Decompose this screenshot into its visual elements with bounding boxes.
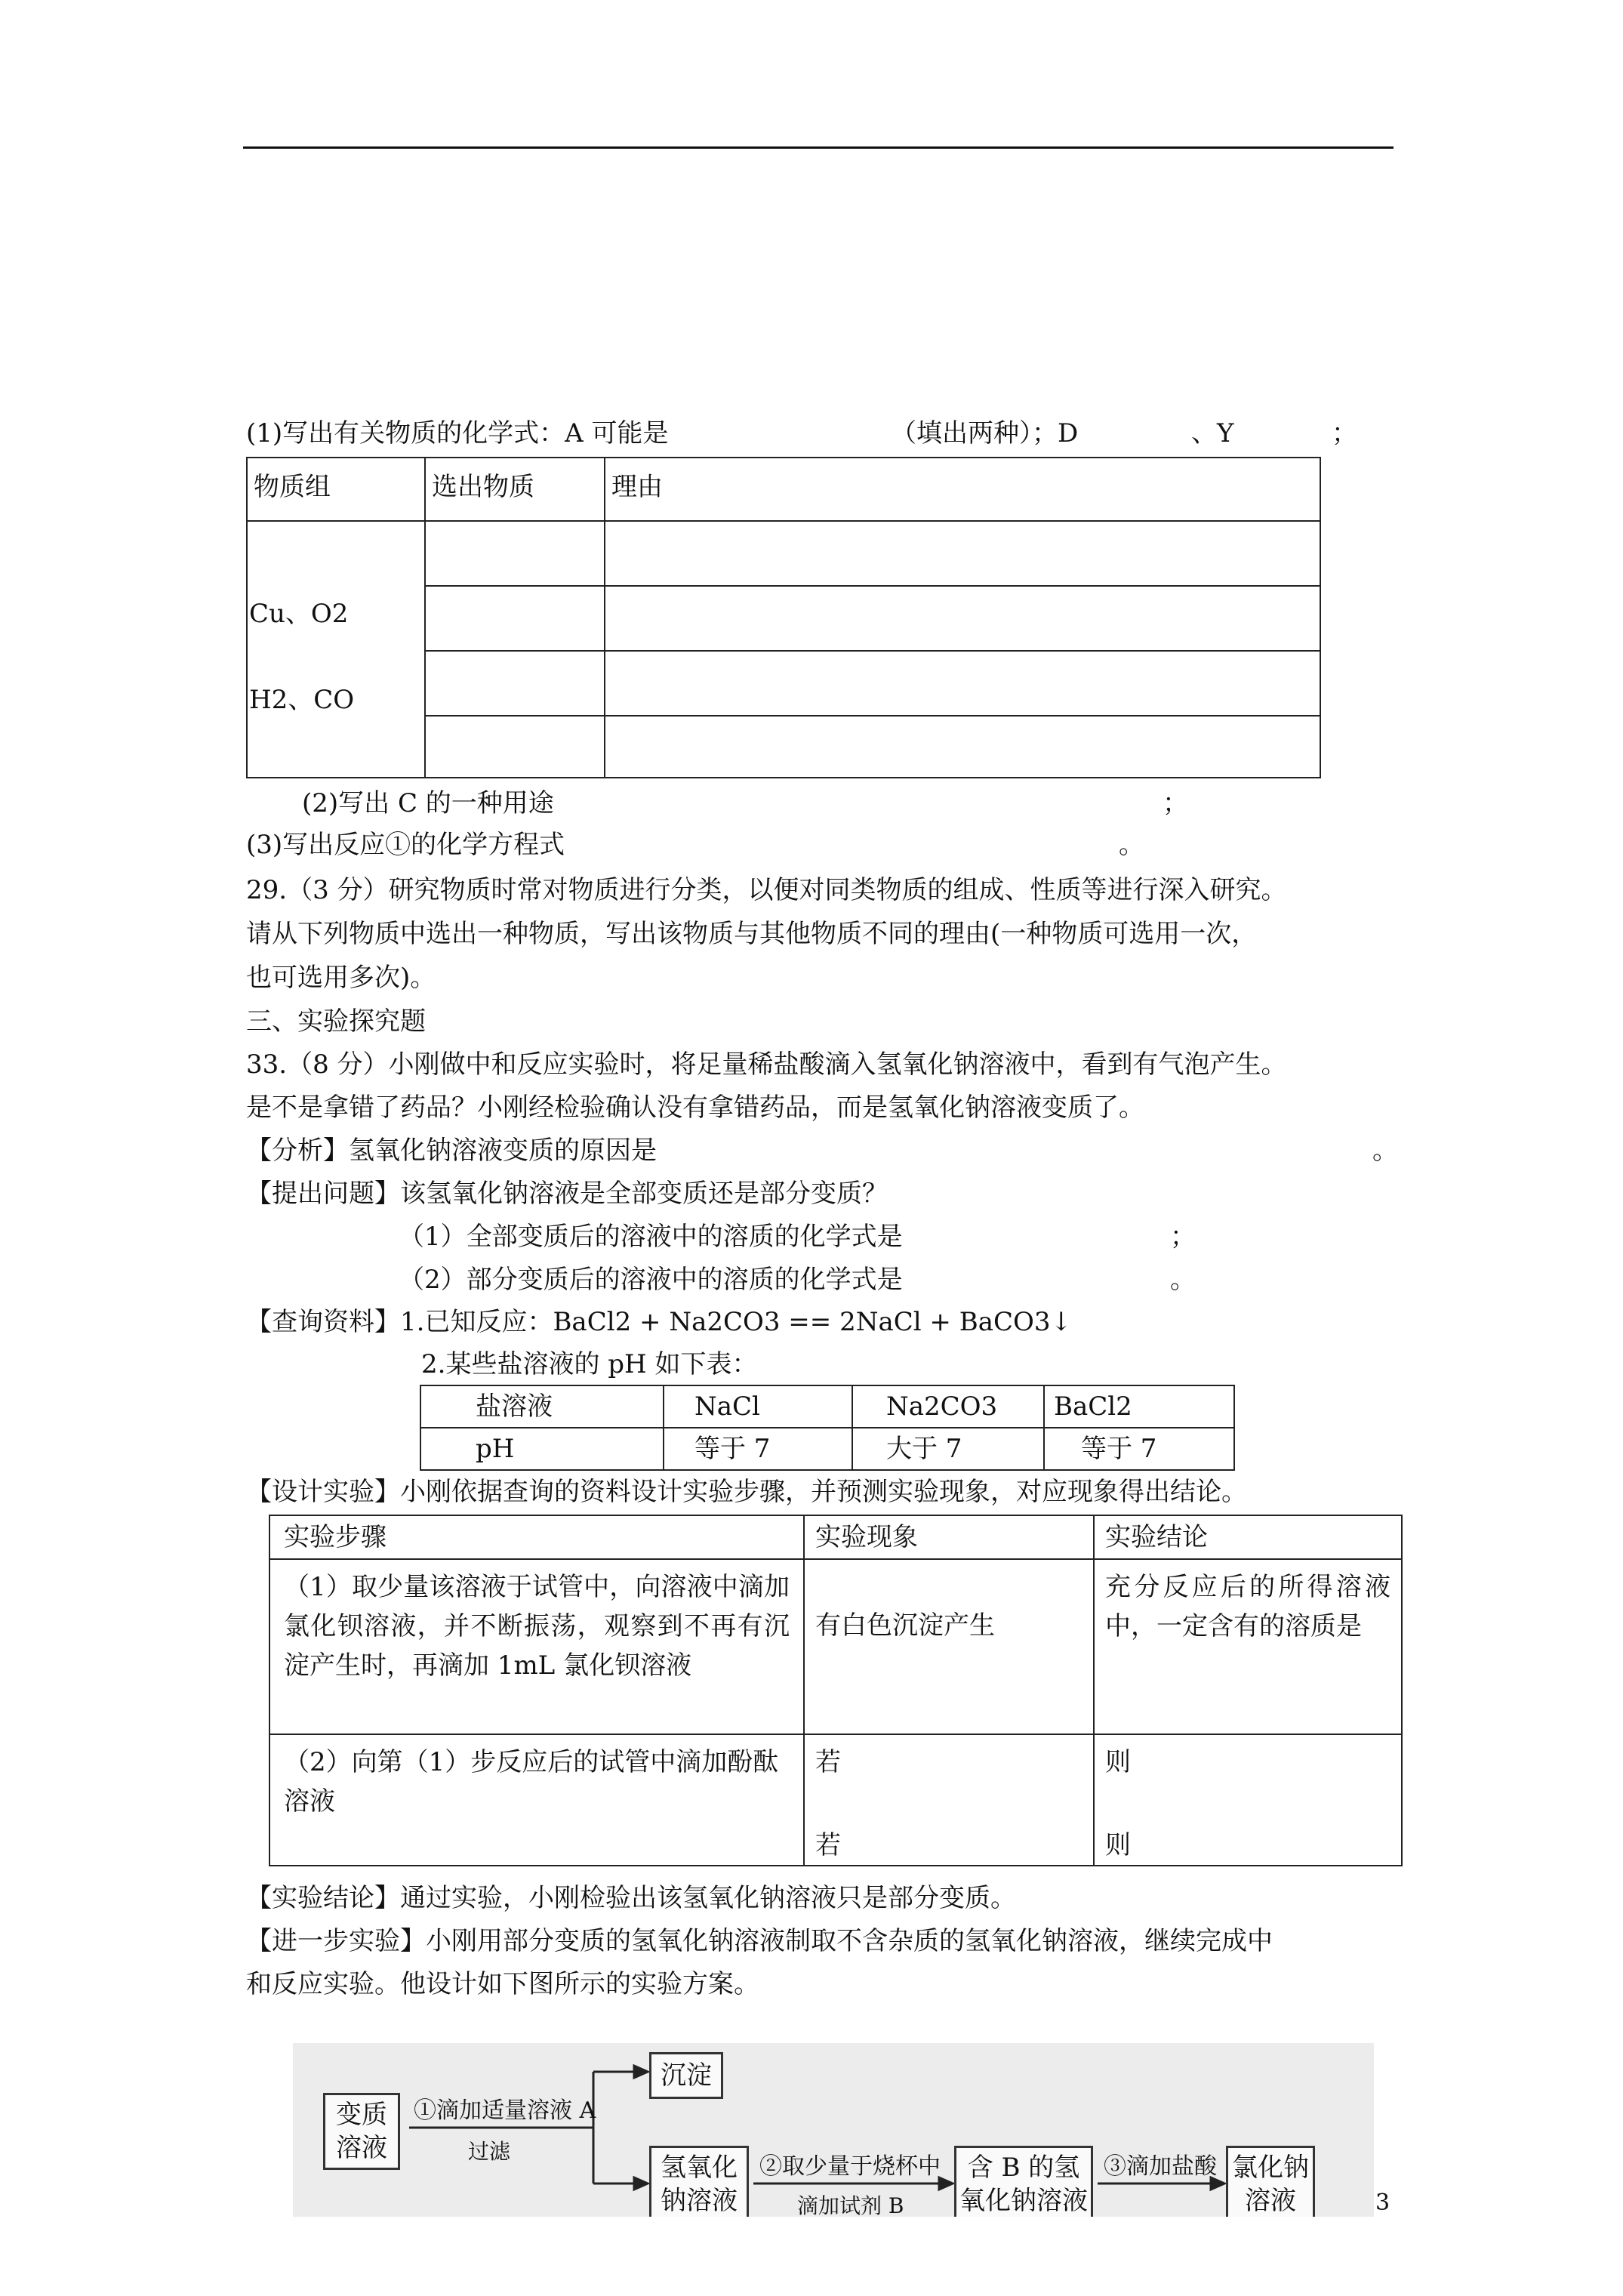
flow-naoh-box: 氢氧化钠溶液 <box>649 2146 749 2217</box>
step1-cell: （1）取少量该溶液于试管中，向溶液中滴加氯化钡溶液，并不断振荡，观察到不再有沉淀产生时，再滴加 1mL 氯化钡溶液 <box>269 1559 804 1734</box>
step2-phenomenon: 若 若 <box>804 1734 1094 1866</box>
q33-sub2-end: 。 <box>1170 1265 1196 1295</box>
q33-question: 【提出问题】该氢氧化钠溶液是全部变质还是部分变质？ <box>246 1179 888 1209</box>
flowchart <box>293 2043 1374 2217</box>
ph-table: 盐溶液 NaCl Na2CO3 BaCl2 pH 等于 7 大于 7 等于 7 <box>420 1385 1235 1471</box>
q33-sub1-end: ； <box>1170 1222 1196 1252</box>
flow-step1-label: ①滴加适量溶液 A <box>414 2097 596 2124</box>
selected-cell[interactable] <box>425 716 605 778</box>
selected-cell[interactable] <box>425 586 605 651</box>
selected-cell[interactable] <box>425 651 605 716</box>
flow-nacl-box: 氯化钠溶液 <box>1226 2146 1315 2217</box>
q29-line1: 29.（3 分）研究物质时常对物质进行分类，以便对同类物质的组成、性质等进行深入研究。 <box>246 875 1287 905</box>
flow-mixture-box: 含 B 的氢氧化钠溶液 <box>954 2146 1093 2217</box>
q33-line1: 33.（8 分）小刚做中和反应实验时，将足量稀盐酸滴入氢氧化钠溶液中，看到有气泡产生。 <box>246 1049 1287 1080</box>
group-cu-o2: Cu、O2 <box>249 599 349 629</box>
flow-precipitate-box: 沉淀 <box>649 2052 723 2099</box>
q33-further1: 【进一步实验】小刚用部分变质的氢氧化钠溶液制取不含杂质的氢氧化钠溶液，继续完成中 <box>246 1926 1273 1956</box>
reason-cell[interactable] <box>605 651 1320 716</box>
flow-step3-label: ③滴加盐酸 <box>1104 2153 1217 2180</box>
q33-analysis: 【分析】氢氧化钠溶液变质的原因是 <box>246 1136 657 1166</box>
reason-cell[interactable] <box>605 716 1320 778</box>
q33-conclusion: 【实验结论】通过实验，小刚检验出该氢氧化钠溶液只是部分变质。 <box>246 1883 1016 1913</box>
group-cell <box>247 521 425 778</box>
q33-line2: 是不是拿错了药品？小刚经检验确认没有拿错药品，而是氢氧化钠溶液变质了。 <box>246 1093 1144 1123</box>
q29-line2: 请从下列物质中选出一种物质，写出该物质与其他物质不同的理由(一种物质可选用一次， <box>246 919 1258 949</box>
classification-table <box>246 457 1321 778</box>
page-number: 3 <box>1375 2190 1390 2216</box>
step1-phenomenon: 有白色沉淀产生 <box>804 1559 1094 1734</box>
q28-part2-end: ； <box>1163 788 1188 818</box>
section-title: 三、实验探究题 <box>246 1006 426 1037</box>
header-group: 物质组 <box>247 458 425 521</box>
flow-step2-sub: 滴加试剂 B <box>797 2193 904 2217</box>
flow-step1-sub: 过滤 <box>468 2139 511 2164</box>
step2-cell: （2）向第（1）步反应后的试管中滴加酚酞溶液 <box>269 1734 804 1866</box>
flow-step2-label: ②取少量于烧杯中 <box>759 2153 941 2180</box>
q28-part3-end: 。 <box>1119 830 1144 860</box>
q29-line3: 也可选用多次)。 <box>246 963 436 993</box>
q33-sub2: （2）部分变质后的溶液中的溶质的化学式是 <box>399 1265 903 1295</box>
q28-part1: (1)写出有关物质的化学式：A 可能是 （填出两种）；D 、Y ； <box>246 418 1357 448</box>
q28-part3: (3)写出反应①的化学方程式 <box>246 830 565 860</box>
reason-cell[interactable] <box>605 521 1320 586</box>
group-h2-co: H2、CO <box>249 685 355 715</box>
header-selected: 选出物质 <box>425 458 605 521</box>
selected-cell[interactable] <box>425 521 605 586</box>
q33-analysis-end: 。 <box>1372 1136 1398 1166</box>
q33-reference1: 【查询资料】1.已知反应：BaCl2 + Na2CO3 == 2NaCl + BaCO3↓ <box>246 1307 1072 1337</box>
q28-part2: (2)写出 C 的一种用途 <box>302 788 554 818</box>
step2-conclusion: 则 则 <box>1094 1734 1402 1866</box>
q33-further2: 和反应实验。他设计如下图所示的实验方案。 <box>246 1969 759 1999</box>
q33-sub1: （1）全部变质后的溶液中的溶质的化学式是 <box>399 1222 903 1252</box>
experiment-table: 实验步骤 实验现象 实验结论 （1）取少量该溶液于试管中，向溶液中滴加氯化钡溶液，并不断振荡，观察到不再有沉淀产生时，再滴加 1mL 氯化钡溶液 有白色沉淀产生 充分反应后的所得溶液中，一定含有的溶质是 （2）向第（1）步反应后的试管中滴加酚酞溶液 若 若 则 则 <box>269 1515 1403 1866</box>
reason-cell[interactable] <box>605 586 1320 651</box>
q33-design: 【设计实验】小刚依据查询的资料设计实验步骤，并预测实验现象，对应现象得出结论。 <box>246 1477 1247 1507</box>
flow-start-box: 变质溶液 <box>323 2093 400 2170</box>
step1-conclusion: 充分反应后的所得溶液中，一定含有的溶质是 <box>1094 1559 1402 1734</box>
header-rule <box>243 146 1394 149</box>
q33-reference2: 2.某些盐溶液的 pH 如下表： <box>421 1349 758 1379</box>
header-reason: 理由 <box>605 458 1320 521</box>
